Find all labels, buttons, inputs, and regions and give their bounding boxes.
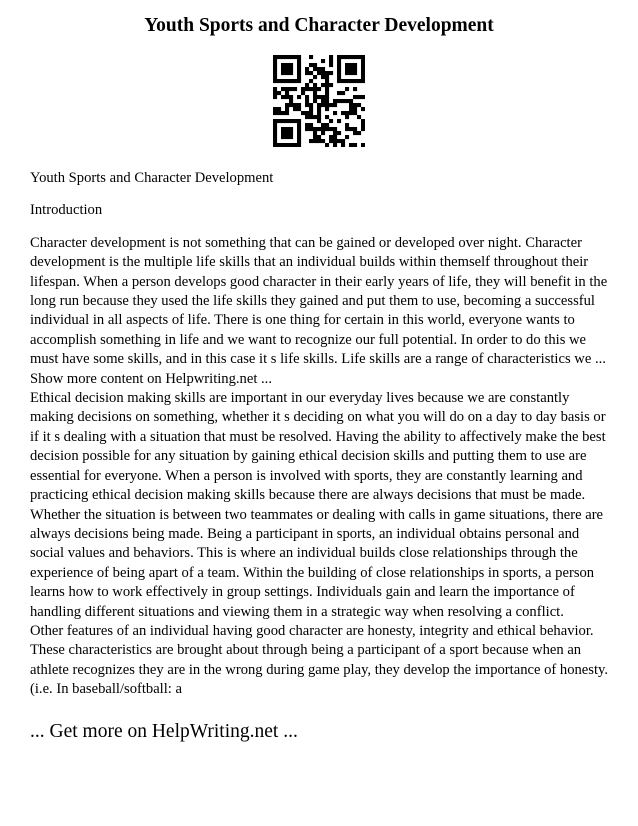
intro-heading: Introduction	[30, 202, 103, 219]
qr-code-container	[30, 55, 608, 147]
body-paragraph: Other features of an individual having good character are honesty, integrity and ethical behavior. These characteristics are brought about through being a participant of a sport because when an athlete recognizes they are in the wrong during game play, they develop the importance of honesty. (i.e. In baseball/softball: a	[30, 622, 609, 698]
qr-code-icon	[273, 55, 365, 147]
body-paragraph: Ethical decision making skills are important in our everyday lives because we are constantly making decisions on something, whether it s deciding on what you will do on a day to day basis or if it s dealing with a situation that must be resolved. Having the ability to affectively make the best decision possible for any situation by gaining ethical decision skills and putting them to use are essential for everyone. When a person is involved with sports, they are constantly learning and practicing ethical decision making skills because there are always decisions that must be made. Whether the situation is between two teammates or dealing with calls in game situations, there are always decisions being made. Being a participant in sports, an individual obtains personal and social values and behaviors. This is where an individual builds close relationships through the experience of being apart of a team. Within the building of close relationships in sports, a person learns how to work effectively in group settings. Individuals gain and learn the importance of handling different situations and viewing them in a strategic way when resolving a conflict.	[30, 390, 606, 620]
document-title: Youth Sports and Character Development	[144, 15, 494, 36]
section-title: Youth Sports and Character Development	[30, 170, 274, 186]
get-more-link[interactable]: ... Get more on HelpWriting.net ...	[30, 720, 298, 742]
body-paragraph: Character development is not something that can be gained or developed over night. Character development is the multiple life skills that an individual builds within themself throughout their lifespan. When a person develops good character in their early years of life, they will benefit in the long run because they used the life skills they gained and put them to use, becoming a successful individual in all aspects of life. There is one thing for certain in this world, everyone wants to accomplish something in life and we want to recognize our full potential. In order to do this we must have some skills, and in this case it s life skills. Life skills are a range of characteristics we ... Show more content on Helpwriting.net ...	[30, 234, 608, 387]
